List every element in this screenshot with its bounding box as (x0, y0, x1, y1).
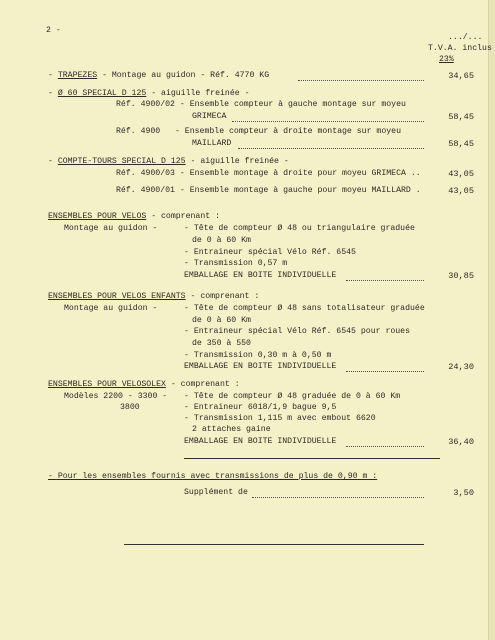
ee-item: - Entraineur spécial Vélo Réf. 6545 pour roues (184, 327, 411, 336)
ct-line: - COMPTE-TOURS SPECIAL D 125 - aiguille freinée - (48, 157, 289, 166)
es-models: Modèles 2200 - 3300 - (64, 392, 168, 401)
ct-title: COMPTE-TOURS SPECIAL D 125 (57, 157, 186, 166)
d60-line: - Ø 60 SPECIAL D 125 - aiguille freinée - (48, 89, 250, 98)
dot-leader (238, 147, 424, 149)
ee-heading: ENSEMBLES POUR VELOS ENFANTS - comprenant : (48, 292, 260, 301)
bottom-rule (124, 544, 424, 545)
d60-ref-b: Réf. 4900 - Ensemble compteur à droite montage sur moyeu (116, 127, 401, 136)
ev-packaging: EMBALLAGE EN BOITE INDIVIDUELLE (184, 271, 337, 280)
dot-leader (346, 279, 424, 281)
ct-ref-b: Réf. 4900/01 - Ensemble montage à gauche pour moyeu MAILLARD . (116, 186, 421, 195)
page-edge (488, 0, 495, 640)
ev-mount: Montage au guidon - (64, 224, 158, 233)
supplement-label: Supplément de (184, 488, 248, 497)
continued-mark: .../... (448, 33, 483, 42)
dot-leader (346, 445, 424, 447)
ev-item: - Entraineur spécial Vélo Réf. 6545 (184, 248, 356, 257)
dot-leader (298, 79, 424, 81)
ev-item: - Tête de compteur Ø 48 ou triangulaire graduée (184, 224, 415, 233)
ee-packaging: EMBALLAGE EN BOITE INDIVIDUELLE (184, 362, 337, 371)
es-item: 2 attaches gaine (192, 425, 271, 434)
es-heading: ENSEMBLES POUR VELOSOLEX - comprenant : (48, 380, 240, 389)
price-es: 36,40 (448, 437, 474, 447)
ev-heading: ENSEMBLES POUR VELOS - comprenant : (48, 212, 220, 221)
transmission-note: - Pour les ensembles fournis avec transmissions de plus de 0,90 m : (48, 472, 378, 481)
d60-brand-a: GRIMECA (192, 112, 227, 121)
page-number: 2 - (46, 26, 61, 35)
trapezes-line: - TRAPEZES - Montage au guidon - Réf. 4770 KG (48, 71, 270, 80)
dot-leader (232, 120, 424, 122)
price-ct-a: 43,05 (448, 169, 474, 179)
price-ev: 30,85 (448, 271, 474, 281)
dot-leader (346, 370, 424, 372)
es-packaging: EMBALLAGE EN BOITE INDIVIDUELLE (184, 437, 337, 446)
trapezes-title: TRAPEZES (57, 71, 98, 80)
tva-rate: 23% (439, 55, 454, 64)
ee-item: - Tête de compteur Ø 48 sans totalisateur graduée (184, 304, 425, 313)
ev-item: - Transmission 0,57 m (184, 259, 288, 268)
tva-header: T.V.A. inclus (428, 44, 492, 53)
price-ee: 24,30 (448, 362, 474, 372)
ee-item: - Transmission 0,30 m à 0,50 m (184, 351, 332, 360)
ct-ref-a: Réf. 4900/03 - Ensemble montage à droite pour moyeu GRIMECA .. (116, 169, 421, 178)
price-trapezes: 34,65 (448, 71, 474, 81)
dot-leader (252, 496, 424, 498)
price-ct-b: 43,05 (448, 186, 474, 196)
price-supplement: 3,50 (453, 488, 474, 498)
es-item: - Transmission 1,115 m avec embout 6620 (184, 414, 376, 423)
d60-title: Ø 60 SPECIAL D 125 (57, 89, 147, 98)
ee-item: de 0 à 60 Km (192, 316, 251, 325)
price-d60-a: 58,45 (448, 112, 474, 122)
d60-brand-b: MAILLARD (192, 139, 232, 148)
es-model-3800: 3800 (120, 403, 140, 412)
d60-ref-a: Réf. 4900/02 - Ensemble compteur à gauche montage sur moyeu (116, 100, 406, 109)
ee-mount: Montage au guidon - (64, 304, 158, 313)
price-d60-b: 58,45 (448, 139, 474, 149)
es-item: - Entraineur 6018/1,9 bague 9,5 (184, 403, 337, 412)
es-item: - Tête de compteur Ø 48 graduée de 0 à 60 Km (184, 392, 401, 401)
ev-item: de 0 à 60 Km (192, 236, 251, 245)
ee-item: de 350 à 550 (192, 339, 251, 348)
separator-rule (184, 458, 440, 459)
